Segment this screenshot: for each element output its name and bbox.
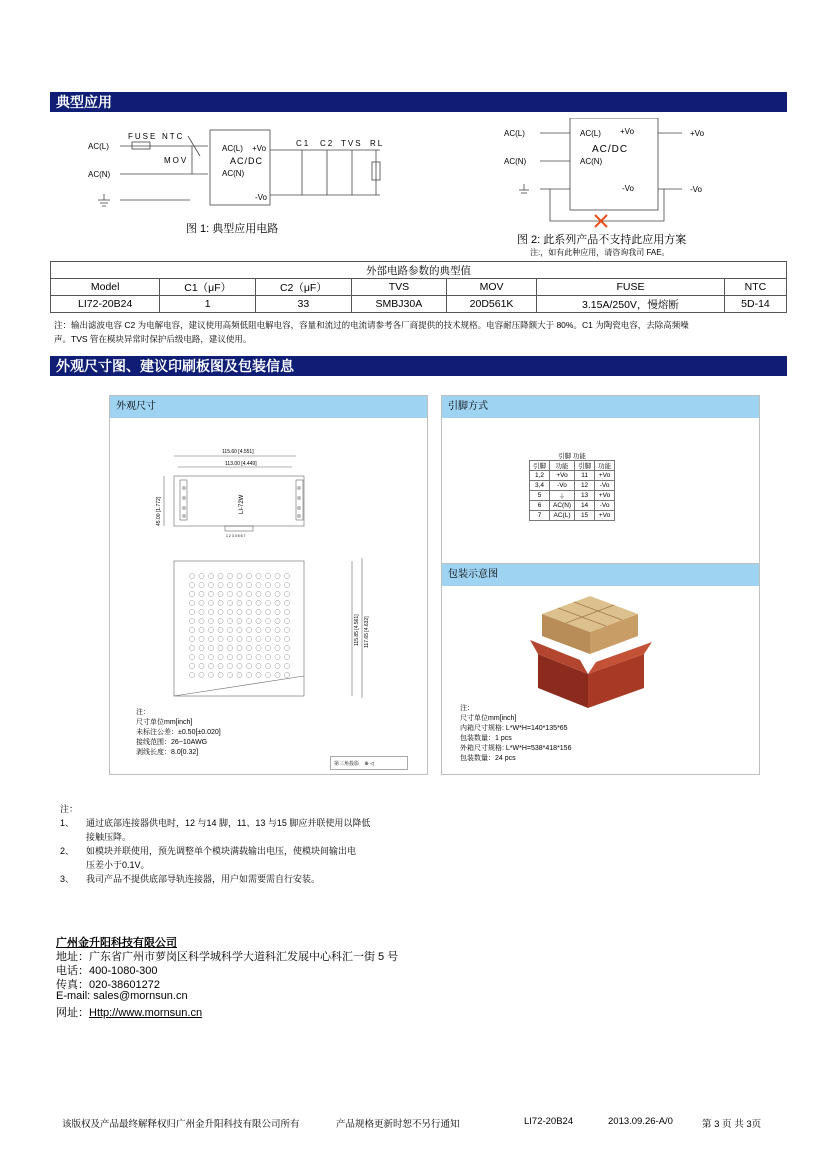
outline-note-line: 未标注公差：±0.50[±0.020] <box>136 729 221 736</box>
vent-hole <box>284 582 289 587</box>
vent-hole <box>208 654 213 659</box>
vent-hole <box>237 591 242 596</box>
outline-note-line: 注： <box>136 709 150 716</box>
table-cell: +Vo <box>595 511 615 521</box>
vent-hole <box>189 609 194 614</box>
dim-width-inner: 113.00 [4.449] <box>225 461 257 467</box>
vent-hole <box>284 573 289 578</box>
vent-hole <box>208 645 213 650</box>
vent-hole <box>284 645 289 650</box>
dim-depth-1: 115.85 [4.561] <box>354 614 360 646</box>
vent-hole <box>275 654 280 659</box>
packing-note-line: 注： <box>460 705 474 712</box>
fig2-acl-label: AC(L) <box>504 129 525 138</box>
table-header: 功能 <box>550 461 575 471</box>
table-row <box>530 471 615 481</box>
vent-hole <box>227 618 232 623</box>
table-header: 功能 <box>595 461 615 471</box>
vent-hole <box>265 645 270 650</box>
vent-hole <box>275 636 280 641</box>
table-cell: 11 <box>575 471 595 481</box>
list-item <box>60 816 370 844</box>
vent-hole <box>246 582 251 587</box>
fig2-mod-vo-plus: +Vo <box>620 127 635 136</box>
vent-hole <box>256 672 261 677</box>
vent-hole <box>199 600 204 605</box>
fig1-caption: 图 1: 典型应用电路 <box>186 223 279 235</box>
vent-hole <box>208 636 213 641</box>
note-text: 通过底部连接器供电时，12 与14 脚，11、13 与15 脚应并联使用以降低 <box>86 818 371 828</box>
vent-hole <box>237 654 242 659</box>
vent-hole <box>256 600 261 605</box>
vent-hole <box>199 672 204 677</box>
vent-hole <box>275 609 280 614</box>
vent-hole <box>237 573 242 578</box>
vent-hole <box>237 672 242 677</box>
pinout-panel <box>441 395 760 565</box>
note-text: 如模块并联使用，预先调整单个模块满载输出电压，使模块间输出电 <box>86 846 357 856</box>
fig1-mod-vo-plus: +Vo <box>252 144 267 153</box>
table-cell: +Vo <box>595 491 615 501</box>
packing-notes <box>460 704 571 764</box>
pin-number-row: 1 2 3 4 5 6 7 <box>226 534 246 538</box>
fig1-c1-label: C1 <box>296 139 311 148</box>
packing-note-line: 包装数量：24 pcs <box>460 755 516 762</box>
vent-hole <box>275 582 280 587</box>
footer-rights: 该版权及产品最终解释权归广州金升阳科技有限公司所有 <box>62 1119 300 1130</box>
vent-hole <box>218 573 223 578</box>
table-row <box>51 296 787 313</box>
vent-hole <box>227 672 232 677</box>
vent-hole <box>246 645 251 650</box>
outline-note-line: 剥线长度：8.0[0.32] <box>136 749 199 756</box>
footer-page: 第 3 页 共 3页 <box>702 1119 762 1130</box>
outline-drawing <box>130 436 390 706</box>
company-fax: 传真：020-38601272 <box>56 979 160 991</box>
params-table-title: 外部电路参数的典型值 <box>51 262 787 279</box>
fig1-mov-label: MOV <box>164 156 189 165</box>
fig1-c2-label: C2 <box>320 139 335 148</box>
vent-hole <box>237 600 242 605</box>
company-name: 广州金升阳科技有限公司 <box>56 937 177 949</box>
packing-note-line: 内箱尺寸规格: L*W*H=140*135*65 <box>460 725 568 732</box>
table-cell: AC(N) <box>550 501 575 511</box>
note-number: 1、 <box>60 818 75 828</box>
table-header: Model <box>51 279 160 296</box>
list-item <box>60 872 370 886</box>
vent-hole <box>246 573 251 578</box>
website-label: 网址： <box>56 1007 89 1019</box>
table-header: MOV <box>447 279 537 296</box>
vent-hole <box>246 627 251 632</box>
general-notes-label: 注： <box>60 804 79 814</box>
section-typical-application: 典型应用 <box>50 92 787 112</box>
section-dimensions-packing: 外观尺寸图、建议印刷板图及包装信息 <box>50 356 787 376</box>
vent-hole <box>189 645 194 650</box>
vent-hole <box>208 672 213 677</box>
vent-hole <box>227 591 232 596</box>
footer-model: LI72-20B24 <box>524 1116 574 1127</box>
table-cell: 5D-14 <box>724 296 786 313</box>
table-cell: 1 <box>160 296 256 313</box>
vent-hole <box>275 573 280 578</box>
fig2-out-plus: +Vo <box>690 129 705 138</box>
table-header: C1（μF） <box>160 279 256 296</box>
table-cell: -Vo <box>595 481 615 491</box>
vent-hole <box>218 654 223 659</box>
vent-hole <box>218 582 223 587</box>
note-number: 3、 <box>60 874 75 884</box>
vent-hole <box>284 609 289 614</box>
vent-hole <box>237 645 242 650</box>
footer-notice: 产品规格更新时恕不另行通知 <box>336 1119 460 1130</box>
fig2-mod-acl: AC(L) <box>580 129 601 138</box>
vent-hole <box>284 672 289 677</box>
note-text: 我司产品不提供底部导轨连接器，用户如需要需自行安装。 <box>86 874 321 884</box>
vent-hole <box>227 627 232 632</box>
ground-icon <box>98 194 110 206</box>
vent-hole <box>275 663 280 668</box>
params-note-line: 注：输出滤波电容 C2 为电解电容，建议使用高频低阻电解电容，容量和流过的电流请参考各厂商提供的技术规格。电容耐压降额大于 80%。C1 为陶瓷电容，去除高频噪 <box>54 320 689 330</box>
vent-hole <box>265 672 270 677</box>
note-text: 接触压降。 <box>86 832 132 842</box>
vent-hole <box>284 663 289 668</box>
vent-hole <box>256 663 261 668</box>
dim-height: 45.00 [1.772] <box>156 496 162 526</box>
vent-hole <box>218 663 223 668</box>
fig1-mod-acl: AC(L) <box>222 144 243 153</box>
vent-hole <box>275 645 280 650</box>
vent-hole <box>227 573 232 578</box>
vent-hole <box>208 600 213 605</box>
fig2-mod-acn: AC(N) <box>580 157 603 166</box>
vent-hole <box>208 591 213 596</box>
fig1-ntc-label: NTC <box>162 132 185 141</box>
company-website <box>56 1004 202 1020</box>
table-cell: 13 <box>575 491 595 501</box>
vent-hole <box>265 582 270 587</box>
vent-hole <box>275 618 280 623</box>
vent-hole <box>284 600 289 605</box>
table-cell: 3.15A/250V，慢熔断 <box>537 296 725 313</box>
list-item <box>60 844 370 872</box>
table-cell: +Vo <box>550 471 575 481</box>
table-cell: SMBJ30A <box>351 296 446 313</box>
fig1-mod-acdc: AC/DC <box>230 156 264 166</box>
vent-hole <box>227 645 232 650</box>
table-cell: AC(L) <box>550 511 575 521</box>
outline-panel <box>109 395 428 775</box>
vent-hole <box>246 672 251 677</box>
vent-hole <box>189 591 194 596</box>
pinout-panel-header: 引脚方式 <box>442 396 759 418</box>
table-cell: ⏚ <box>550 491 575 501</box>
table-header-row <box>51 279 787 296</box>
vent-hole <box>199 609 204 614</box>
table-cell: 14 <box>575 501 595 511</box>
vent-hole <box>246 636 251 641</box>
projection-icon: ⊕ ◁ <box>364 761 374 767</box>
table-header: C2（μF） <box>256 279 352 296</box>
vent-hole <box>256 618 261 623</box>
table-row <box>530 511 615 521</box>
outline-notes <box>136 708 221 758</box>
general-notes <box>60 802 370 886</box>
vent-hole <box>246 591 251 596</box>
fig2-caption: 图 2: 此系列产品不支持此应用方案 <box>517 234 687 246</box>
vent-hole <box>256 636 261 641</box>
footer-revision: 2013.09.26-A/0 <box>608 1116 673 1127</box>
vent-hole <box>199 645 204 650</box>
fig2-mod-acdc: AC/DC <box>592 144 629 155</box>
external-parameters-table <box>50 261 787 313</box>
vent-hole <box>189 663 194 668</box>
vent-hole <box>237 618 242 623</box>
params-note <box>54 318 794 346</box>
vent-hole <box>246 600 251 605</box>
table-cell: -Vo <box>550 481 575 491</box>
table-cell: 1,2 <box>530 471 550 481</box>
vent-hole <box>218 600 223 605</box>
website-link[interactable]: Http://www.mornsun.cn <box>89 1007 203 1019</box>
table-row <box>530 481 615 491</box>
packing-note-line: 包装数量：1 pcs <box>460 735 512 742</box>
vent-hole <box>218 627 223 632</box>
vent-hole <box>227 663 232 668</box>
vent-hole <box>189 627 194 632</box>
module-model-mark: LI-72W <box>239 494 245 514</box>
vent-hole <box>265 591 270 596</box>
vent-hole <box>265 654 270 659</box>
vent-hole <box>227 654 232 659</box>
vent-hole <box>275 672 280 677</box>
vent-hole <box>199 636 204 641</box>
vent-hole <box>265 627 270 632</box>
vent-hole <box>208 582 213 587</box>
vent-hole <box>246 663 251 668</box>
vent-hole <box>265 636 270 641</box>
vent-hole <box>189 672 194 677</box>
table-cell: -Vo <box>595 501 615 511</box>
vent-hole <box>218 618 223 623</box>
dim-width-outer: 115.60 [4.551] <box>222 449 254 455</box>
fig1-mod-acn: AC(N) <box>222 169 245 178</box>
fig2-subnote: 注:，如有此种应用，请咨询我司 FAE。 <box>530 248 670 257</box>
vent-hole <box>265 618 270 623</box>
vent-hole <box>189 573 194 578</box>
vent-hole <box>237 663 242 668</box>
vent-hole <box>237 627 242 632</box>
vent-hole <box>256 591 261 596</box>
vent-hole <box>227 600 232 605</box>
vent-hole <box>256 582 261 587</box>
vent-hole <box>284 591 289 596</box>
packing-box-illustration <box>528 592 654 710</box>
outline-panel-header: 外观尺寸 <box>110 396 427 418</box>
vent-hole <box>199 654 204 659</box>
vent-hole <box>256 627 261 632</box>
outline-note-line: 尺寸单位mm[inch] <box>136 719 193 726</box>
ground-icon <box>519 184 529 193</box>
vent-hole <box>284 636 289 641</box>
table-cell: 6 <box>530 501 550 511</box>
vent-hole <box>265 573 270 578</box>
table-header: 引脚 <box>530 461 550 471</box>
packing-note-line: 外箱尺寸规格: L*W*H=538*418*156 <box>460 745 572 752</box>
vent-hole <box>199 591 204 596</box>
fig1-acl-label: AC(L) <box>88 142 109 151</box>
note-number: 2、 <box>60 846 75 856</box>
vent-hole <box>199 582 204 587</box>
vent-hole <box>218 636 223 641</box>
table-cell: LI72-20B24 <box>51 296 160 313</box>
table-cell: 12 <box>575 481 595 491</box>
table-cell: 15 <box>575 511 595 521</box>
vent-hole <box>265 609 270 614</box>
packing-panel-header: 包装示意图 <box>442 564 759 586</box>
vent-hole <box>208 618 213 623</box>
company-phone: 电话：400-1080-300 <box>56 965 158 977</box>
table-cell: 33 <box>256 296 352 313</box>
vent-hole <box>208 627 213 632</box>
vent-hole <box>218 609 223 614</box>
vent-hole <box>256 645 261 650</box>
vent-hole <box>199 618 204 623</box>
params-note-line: 声。TVS 管在模块异常时保护后级电路，建议使用。 <box>54 334 252 344</box>
vent-hole <box>208 609 213 614</box>
vent-hole <box>275 600 280 605</box>
fig1-fuse-label: FUSE <box>128 132 158 141</box>
unsupported-application-circuit <box>500 118 730 230</box>
vent-hole <box>256 609 261 614</box>
vent-hole <box>256 654 261 659</box>
table-row <box>530 501 615 511</box>
vent-hole <box>208 663 213 668</box>
table-header: NTC <box>724 279 786 296</box>
vent-hole <box>227 582 232 587</box>
vent-hole <box>237 636 242 641</box>
table-cell: 7 <box>530 511 550 521</box>
table-row <box>530 491 615 501</box>
vent-hole <box>284 654 289 659</box>
pinout-table <box>529 451 615 521</box>
vent-hole <box>275 627 280 632</box>
vent-hole <box>275 591 280 596</box>
vent-hole <box>189 582 194 587</box>
vent-hole <box>256 573 261 578</box>
vent-hole <box>284 627 289 632</box>
vent-hole <box>237 609 242 614</box>
vent-hole <box>284 618 289 623</box>
vent-hole <box>218 672 223 677</box>
vent-hole <box>199 627 204 632</box>
company-address: 地址：广东省广州市萝岗区科学城科学大道科汇发展中心科汇一街 5 号 <box>56 951 399 963</box>
projection-label: 第三角投影 <box>334 761 360 767</box>
fig2-out-minus: -Vo <box>690 185 703 194</box>
packing-note-line: 尺寸单位mm[inch] <box>460 715 517 722</box>
vent-hole <box>227 609 232 614</box>
outline-note-line: 接线范围：26~10AWG <box>136 739 208 746</box>
vent-hole <box>246 654 251 659</box>
vent-hole <box>246 618 251 623</box>
vent-hole <box>265 663 270 668</box>
typical-application-circuit <box>80 122 400 222</box>
vent-hole <box>189 618 194 623</box>
note-text: 压差小于0.1V。 <box>86 860 150 870</box>
company-email[interactable]: E-mail: sales@mornsun.cn <box>56 990 188 1002</box>
fig1-acn-label: AC(N) <box>88 170 111 179</box>
table-cell: 3,4 <box>530 481 550 491</box>
table-header: 引脚 <box>575 461 595 471</box>
packing-panel <box>441 563 760 775</box>
table-header: TVS <box>351 279 446 296</box>
fig2-mod-vo-minus: -Vo <box>622 184 635 193</box>
vent-hole <box>189 654 194 659</box>
vent-hole <box>218 645 223 650</box>
vent-hole <box>199 573 204 578</box>
vent-hole <box>199 663 204 668</box>
vent-hole <box>265 600 270 605</box>
table-cell: 5 <box>530 491 550 501</box>
vent-hole <box>227 636 232 641</box>
table-header: FUSE <box>537 279 725 296</box>
table-header-row <box>530 461 615 471</box>
pinout-table-title: 引脚 功能 <box>558 453 586 460</box>
fig1-tvs-label: TVS <box>341 139 363 148</box>
vent-hole <box>189 636 194 641</box>
table-cell: 20D561K <box>447 296 537 313</box>
vent-hole <box>189 600 194 605</box>
table-cell: +Vo <box>595 471 615 481</box>
fig1-mod-vo-minus: -Vo <box>255 193 268 202</box>
dim-depth-2: 117.65 [4.632] <box>364 616 370 648</box>
fig1-rl-label: RL <box>370 139 385 148</box>
vent-hole <box>246 609 251 614</box>
vent-hole <box>218 591 223 596</box>
vent-hole <box>237 582 242 587</box>
fig2-acn-label: AC(N) <box>504 157 527 166</box>
vent-hole <box>208 573 213 578</box>
projection-box <box>330 756 408 770</box>
